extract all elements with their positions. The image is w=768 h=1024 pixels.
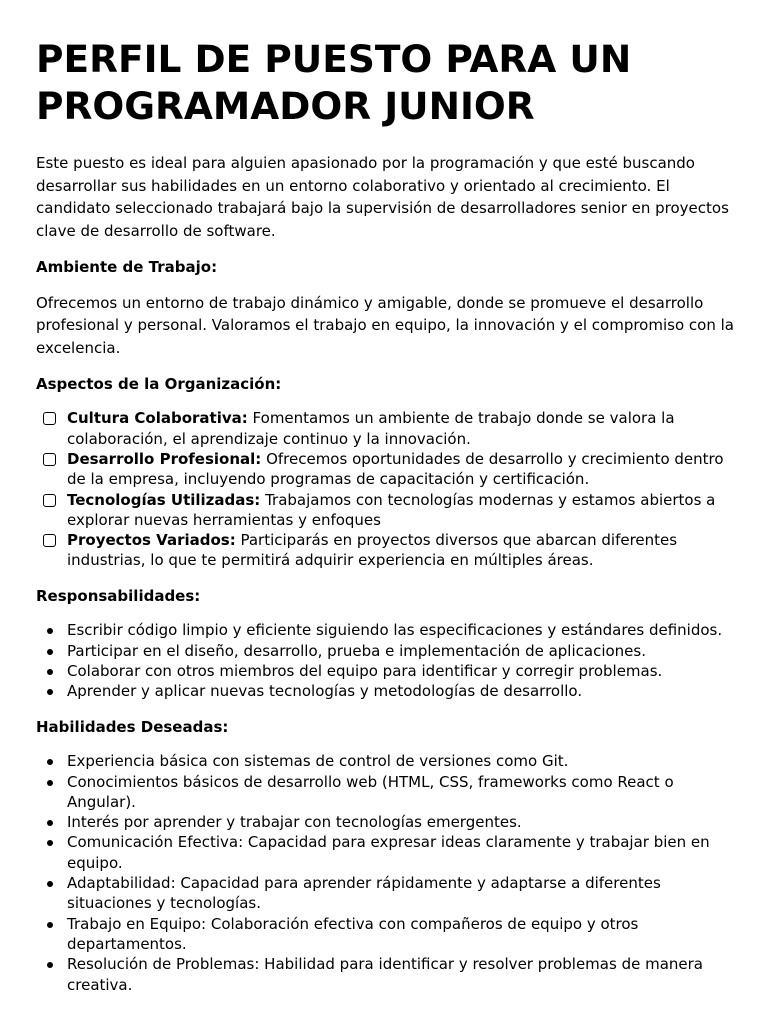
- bullet-icon: [47, 649, 53, 655]
- responsabilidades-list: [36, 620, 738, 701]
- list-item: [36, 812, 738, 832]
- list-item-text: Escribir código limpio y eficiente siguiendo las especificaciones y estándares definidos.: [67, 621, 723, 640]
- list-item: [36, 772, 738, 813]
- title-line-2: PROGRAMADOR JUNIOR: [36, 84, 535, 128]
- checkbox-icon: [43, 412, 56, 425]
- list-item: [36, 641, 738, 661]
- aspecto-title: Proyectos Variados:: [67, 531, 236, 550]
- aspecto-item: [36, 530, 738, 571]
- aspecto-item: [36, 449, 738, 490]
- bullet-icon: [47, 628, 53, 634]
- aspecto-title: Cultura Colaborativa:: [67, 409, 248, 428]
- bullet-icon: [47, 820, 53, 826]
- bullet-icon: [47, 669, 53, 675]
- ambiente-heading: Ambiente de Trabajo:: [36, 257, 218, 276]
- ambiente-paragraph: Ofrecemos un entorno de trabajo dinámico y amigable, donde se promueve el desarrollo profesional y personal. Valoramos el trabajo en equipo, la innovación y el compromiso con la excelencia.: [36, 293, 734, 357]
- list-item-text: Colaborar con otros miembros del equipo para identificar y corregir problemas.: [67, 662, 663, 680]
- aspecto-item: [36, 490, 738, 531]
- aspectos-heading: Aspectos de la Organización:: [36, 374, 282, 393]
- bullet-icon: [47, 840, 53, 846]
- checkbox-icon: [43, 534, 56, 547]
- list-item-text: Trabajo en Equipo: Colaboración efectiva con compañeros de equipo y otros departamentos.: [67, 914, 639, 953]
- page-title: [36, 36, 738, 130]
- aspecto-title: Desarrollo Profesional:: [67, 449, 262, 468]
- list-item: [36, 914, 738, 955]
- habilidades-list: [36, 751, 738, 995]
- aspecto-title: Tecnologías Utilizadas:: [67, 490, 261, 509]
- bullet-icon: [47, 689, 53, 695]
- intro-paragraph: Este puesto es ideal para alguien apasionado por la programación y que esté buscando desarrollar sus habilidades en un entorno colaborativo y orientado al crecimiento. El candidato seleccionado trabajará bajo la supervisión de desarrolladores senior en proyectos clave de desarrollo de software.: [36, 154, 729, 241]
- checkbox-icon: [43, 494, 56, 507]
- list-item-text: Conocimientos básicos de desarrollo web (HTML, CSS, frameworks como React o Angular).: [67, 772, 674, 811]
- bullet-icon: [47, 962, 53, 968]
- title-line-1: PERFIL DE PUESTO PARA UN: [36, 37, 632, 81]
- aspectos-list: [36, 408, 738, 570]
- list-item-text: Interés por aprender y trabajar con tecnologías emergentes.: [67, 813, 522, 832]
- responsabilidades-heading: Responsabilidades:: [36, 586, 201, 605]
- aspecto-text: Fomentamos un ambiente de trabajo donde se valora la colaboración, el aprendizaje continuo y la innovación.: [67, 409, 675, 448]
- list-item-text: Resolución de Problemas: Habilidad para identificar y resolver problemas de manera creativa.: [67, 955, 703, 994]
- aspecto-item: [36, 408, 738, 449]
- bullet-icon: [47, 780, 53, 786]
- bullet-icon: [47, 759, 53, 765]
- list-item: [36, 681, 738, 701]
- list-item: [36, 751, 738, 771]
- aspecto-text: Participarás en proyectos diversos que abarcan diferentes industrias, lo que te permitirá adquirir experiencia en múltiples áreas.: [67, 531, 678, 570]
- list-item: [36, 661, 738, 681]
- list-item-text: Aprender y aplicar nuevas tecnologías y metodologías de desarrollo.: [67, 682, 583, 701]
- list-item-text: Comunicación Efectiva: Capacidad para expresar ideas claramente y trabajar bien en equipo.: [67, 833, 710, 872]
- aspecto-text: Ofrecemos oportunidades de desarrollo y crecimiento dentro de la empresa, incluyendo programas de capacitación y certificación.: [67, 449, 724, 489]
- list-item-text: Participar en el diseño, desarrollo, prueba e implementación de aplicaciones.: [67, 641, 646, 660]
- list-item: [36, 873, 738, 914]
- list-item-text: Experiencia básica con sistemas de control de versiones como Git.: [67, 752, 569, 771]
- checkbox-icon: [43, 453, 56, 466]
- bullet-icon: [47, 881, 53, 887]
- list-item: [36, 954, 738, 995]
- list-item: [36, 620, 738, 640]
- list-item-text: Adaptabilidad: Capacidad para aprender rápidamente y adaptarse a diferentes situaciones y tecnologías.: [67, 874, 661, 913]
- list-item: [36, 832, 738, 873]
- bullet-icon: [47, 922, 53, 928]
- aspecto-text: Trabajamos con tecnologías modernas y estamos abiertos a explorar nuevas herramientas y enfoques: [67, 490, 716, 529]
- habilidades-heading: Habilidades Deseadas:: [36, 717, 229, 736]
